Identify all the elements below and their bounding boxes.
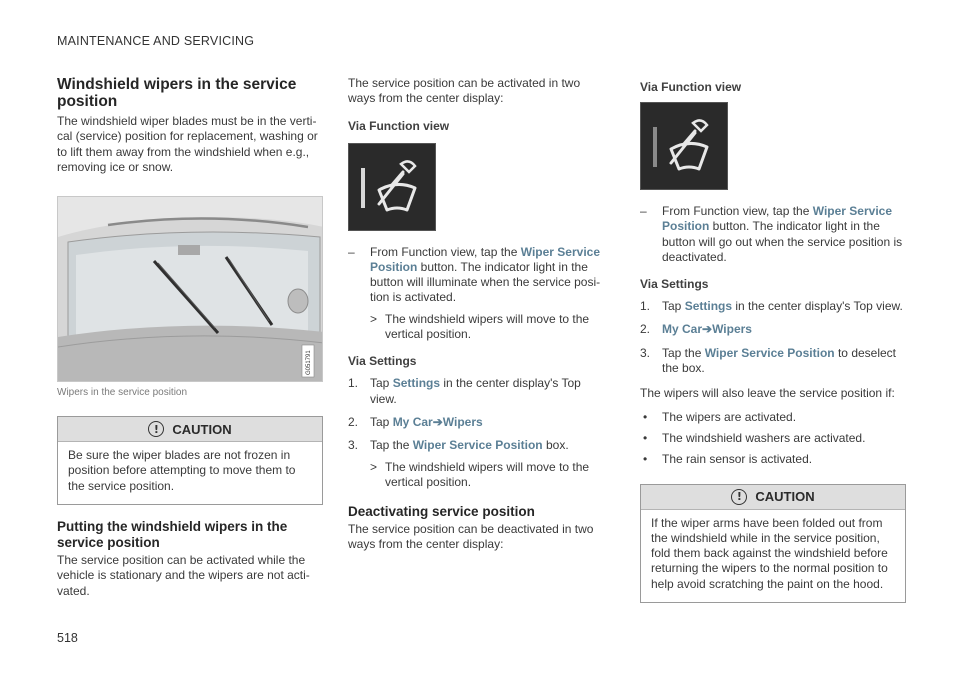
page-header: MAINTENANCE AND SERVICING: [57, 34, 255, 48]
step-number: 3.: [348, 438, 359, 453]
via-settings-heading: Via Settings: [348, 354, 417, 369]
bullet-text: The wipers are activated.: [662, 409, 797, 424]
result-item: [370, 312, 610, 343]
settings-link: Settings: [684, 299, 733, 314]
section-text-putting: The service position can be activated while the vehicle is stationary and the wipers are not acti-vated.: [57, 553, 310, 598]
caution-icon: !: [731, 489, 747, 505]
bullet-text: The rain sensor is activated.: [662, 452, 813, 467]
result-item: [370, 460, 610, 491]
caution-text: If the wiper arms have been folded out from the windshield while in the service position, fold them back against the windshield before returning the wipers to the normal position to help avoid scratching the paint on the hood.: [651, 515, 888, 591]
caution-text: Be sure the wiper blades are not frozen in position before attempting to move them to the service position.: [68, 448, 296, 493]
wipers-link: Wipers: [712, 322, 752, 337]
step-number: 2.: [348, 414, 359, 429]
step-text: box.: [542, 438, 569, 453]
step-text: Tap: [662, 299, 685, 314]
settings-step-1: [640, 299, 906, 314]
result-marker: >: [370, 311, 378, 326]
step-number: 2.: [640, 322, 651, 337]
step-number: 1.: [640, 299, 651, 314]
bullet-marker: •: [643, 430, 648, 445]
step-text: button. The indicator light in the button will illuminate when the service posi-tion is activated.: [370, 259, 601, 305]
deactivate-text: The service position can be deactivated in two ways from the center display:: [348, 522, 594, 552]
step-text: From Function view, tap the: [370, 244, 521, 259]
settings-step-2: [640, 322, 906, 337]
bullet-text: The windshield washers are activated.: [662, 430, 866, 445]
step-text: in the center display's Top view.: [732, 299, 903, 314]
wiper-service-icon: [348, 143, 436, 231]
step-text: Tap: [370, 414, 393, 429]
my-car-link: My Car: [662, 322, 703, 337]
dash-marker: –: [640, 204, 647, 218]
step-text: to deselect the box.: [662, 345, 897, 376]
result-text: The windshield wipers will move to the vertical position.: [385, 459, 590, 489]
step-text: in the center display's Top view.: [370, 376, 581, 406]
wiper-service-icon: [640, 102, 728, 190]
caution-icon: !: [148, 421, 164, 437]
settings-step-1: [348, 376, 610, 407]
step-number: 3.: [640, 345, 651, 360]
settings-link: Settings: [392, 376, 441, 391]
column-3: [640, 76, 906, 603]
caution-header: [58, 417, 322, 442]
list-item: [640, 410, 906, 425]
page-number: 518: [57, 631, 78, 645]
caution-title: CAUTION: [172, 421, 232, 437]
column-1: [57, 76, 323, 599]
leave-intro: The wipers will also leave the service position if:: [640, 386, 895, 401]
step-text: Tap the: [370, 438, 413, 453]
caution-header: [641, 485, 905, 510]
step-text: From Function view, tap the: [662, 204, 813, 218]
step-number: 1.: [348, 376, 359, 391]
step-text: button. The indicator light in the button will go out when the service position is deactivated.: [662, 219, 903, 264]
bullet-marker: •: [643, 452, 648, 467]
dash-marker: –: [348, 244, 355, 259]
wiper-service-position-button-ref: Wiper Service Position: [370, 244, 600, 274]
result-marker: >: [370, 459, 378, 474]
wiper-service-position-box-ref: Wiper Service Position: [412, 438, 543, 453]
settings-step-2: [348, 415, 610, 430]
column-2: [348, 76, 610, 553]
list-item: [640, 452, 906, 467]
arrow-right-icon: ➔: [702, 322, 713, 337]
wiper-service-position-box-ref: Wiper Service Position: [704, 345, 835, 360]
caution-box-1: [57, 416, 323, 505]
photo-caption: Wipers in the service position: [57, 387, 188, 399]
settings-step-3: [348, 438, 610, 453]
via-function-heading: Via Function view: [640, 80, 742, 94]
wipers-link: Wipers: [442, 414, 483, 429]
settings-step-3: [640, 346, 906, 377]
step-text: Tap the: [662, 345, 705, 360]
image-code: G051791: [306, 350, 312, 376]
deactivate-title: Deactivating service position: [348, 504, 535, 520]
intro-text: The windshield wiper blades must be in the verti-cal (service) position for replacement, washing or to lift them away from the windshield when e.g., removing ice or snow.: [57, 114, 318, 174]
caution-box-2: [640, 484, 906, 603]
bullet-marker: •: [643, 409, 648, 424]
wiper-service-position-button-ref: Wiper Service Position: [662, 204, 892, 234]
via-function-heading: Via Function view: [348, 118, 450, 133]
activate-intro: The service position can be activated in two ways from the center display:: [348, 76, 581, 106]
caution-title: CAUTION: [755, 489, 815, 505]
result-text: The windshield wipers will move to the vertical position.: [385, 311, 590, 342]
function-view-step: [640, 204, 906, 265]
list-item: [640, 431, 906, 446]
via-settings-heading: Via Settings: [640, 277, 709, 292]
step-text: Tap: [370, 376, 393, 391]
section-title-putting: Putting the windshield wipers in the service position: [57, 519, 288, 551]
arrow-right-icon: ➔: [432, 414, 443, 429]
my-car-link: My Car: [392, 414, 433, 429]
function-view-step: [348, 245, 610, 306]
page-title: Windshield wipers in the service position: [57, 76, 297, 110]
wiper-photo: [57, 196, 323, 382]
